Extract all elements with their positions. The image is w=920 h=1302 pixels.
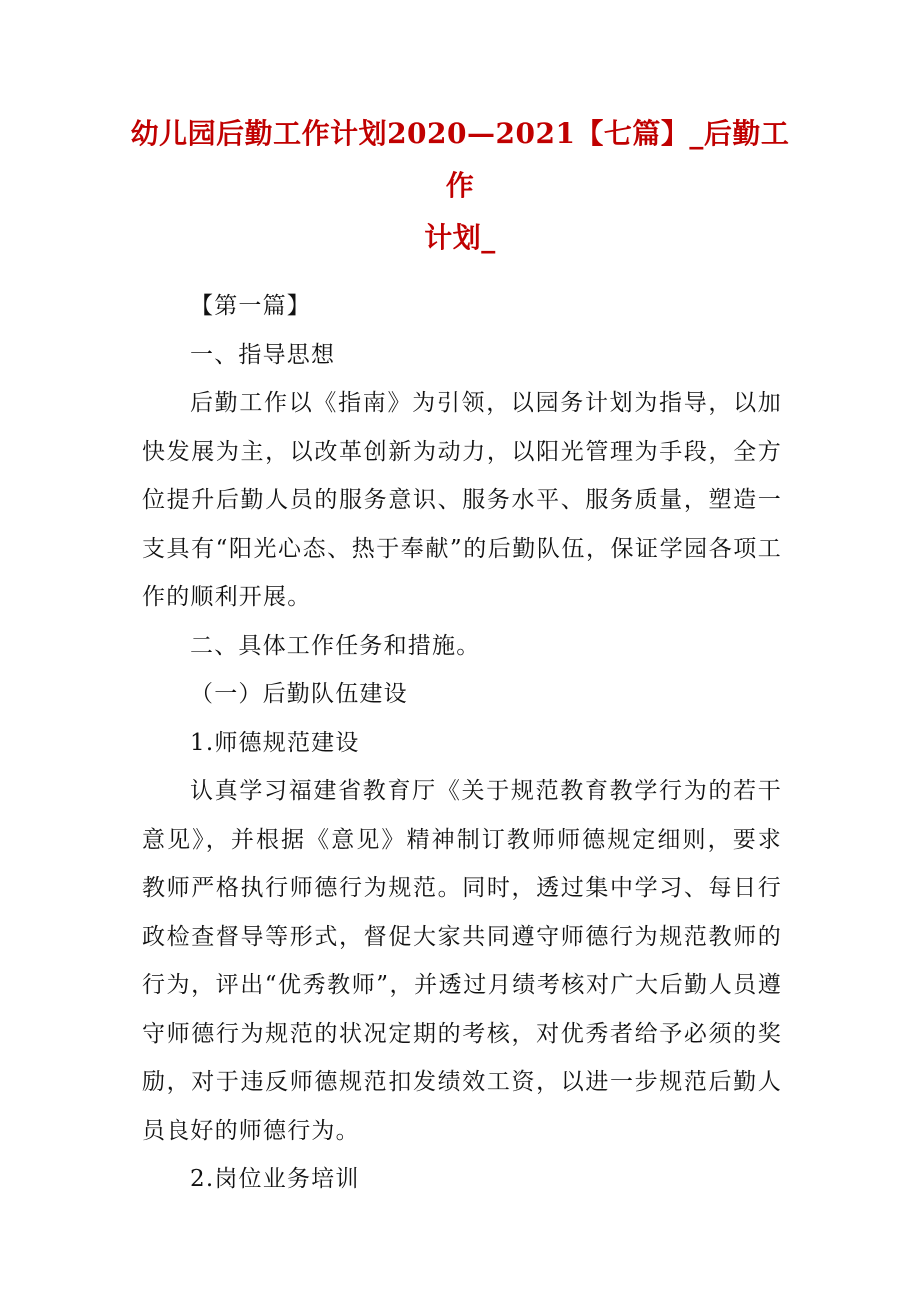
paragraph-ethics: 认真学习福建省教育厅《关于规范教育教学行为的若干意见》，并根据《意见》精神制订教师师德规定细则，要求教师严格执行师德行为规范。同时，透过集中学习、每日行政检查督导等形式，督促大家共同遵守师德行为规范教师的行为，评出“优秀教师”，并透过月绩考核对广大后勤人员遵守师德行为规范的状况定期的考核，对优秀者给予必须的奖励，对于违反师德规范扣发绩效工资，以进一步规范后勤人员良好的师德行为。 [142,778,782,1144]
paragraph-guiding-thought: 后勤工作以《指南》为引领，以园务计划为指导，以加快发展为主，以改革创新为动力，以阳光管理为手段，全方位提升后勤人员的服务意识、服务水平、服务质量，塑造一支具有“阳光心态、热于奉献”的后勤队伍，保证学园各项工作的顺利开展。 [142,390,782,610]
document-title [120,108,800,264]
item-heading-ethics: 1.师德规范建设 [190,729,360,756]
section-heading-guiding-thought: 一、指导思想 [190,341,336,368]
subsection-heading-team: （一）后勤队伍建设 [190,681,408,707]
section-label: 【第一篇】 [190,293,311,319]
item-heading-training: 2.岗位业务培训 [190,1166,360,1192]
document-body [142,282,782,1204]
section-heading-tasks: 二、具体工作任务和措施。 [190,632,481,659]
title-line-2: 计划_ [424,221,496,254]
title-line-1: 幼儿园后勤工作计划2020—2021【七篇】_后勤工作 [130,117,790,202]
